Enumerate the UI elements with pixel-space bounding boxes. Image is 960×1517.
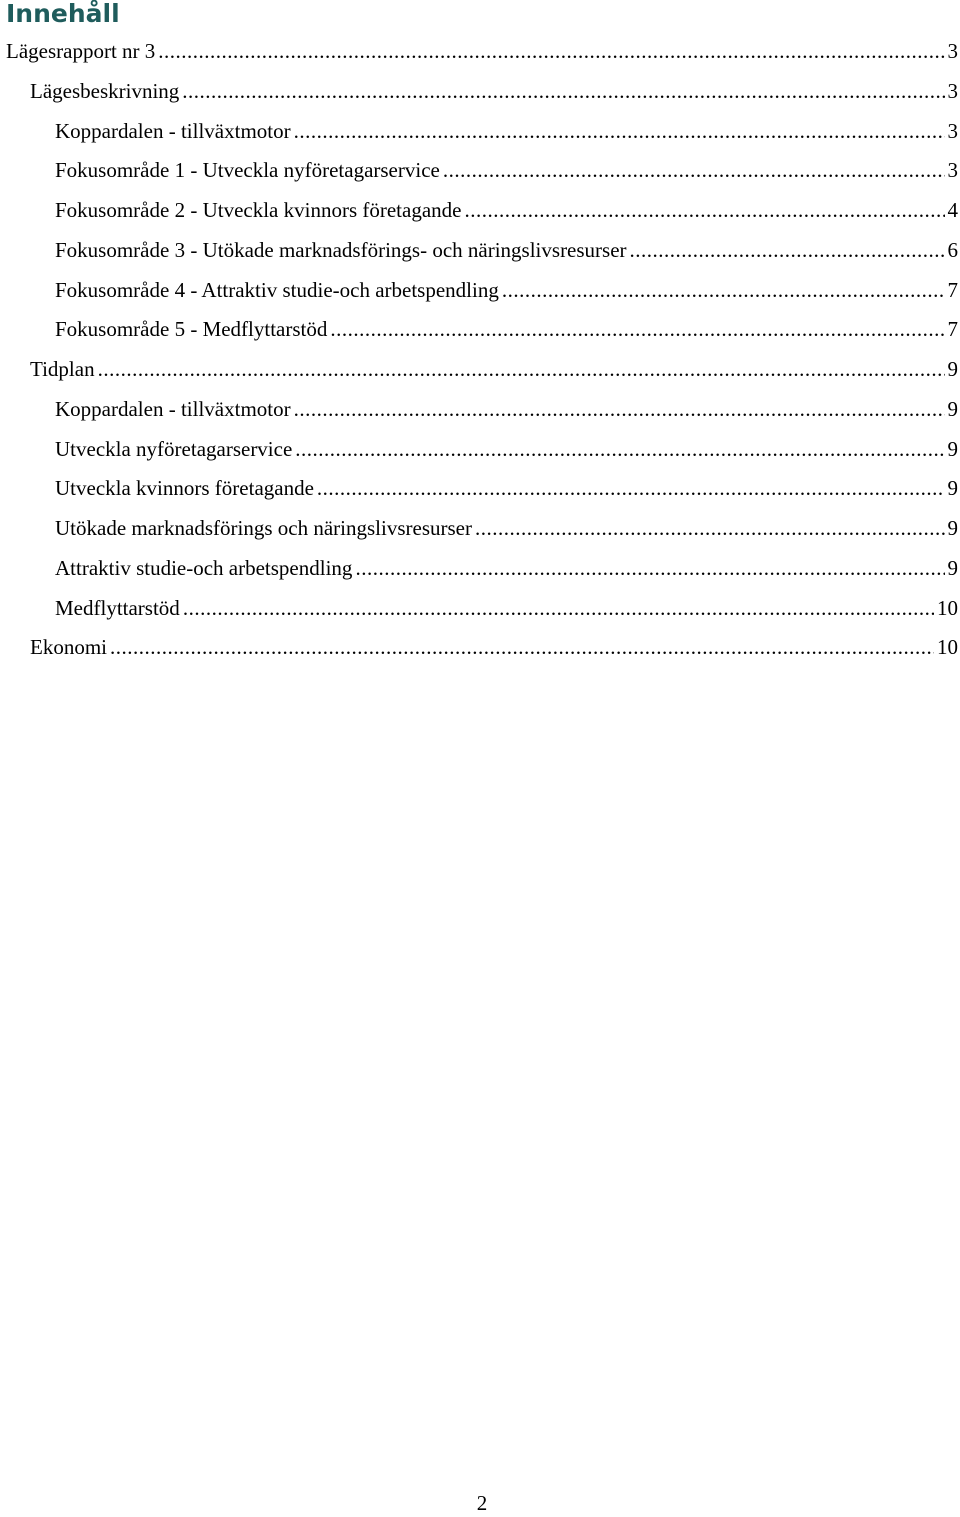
toc-entry-tidplan-medflyttarstod[interactable]	[0, 589, 960, 629]
page-number: 2	[476, 1491, 488, 1515]
toc-entry-page: 10	[937, 635, 958, 660]
toc-entry-label: Koppardalen - tillväxtmotor	[55, 396, 291, 421]
toc-leader-dots	[464, 191, 944, 231]
toc-entry-page: 9	[947, 516, 958, 540]
toc-entry-label: Utökade marknadsförings och näringslivsresurser	[55, 516, 472, 540]
toc-entry-lagesbeskrivning[interactable]	[0, 72, 960, 112]
toc-entry-page: 7	[947, 317, 958, 342]
toc-entry-label: Fokusområde 1 - Utveckla nyföretagarservice	[55, 158, 440, 183]
toc-entry-label: Lägesrapport nr 3	[6, 39, 156, 63]
toc-entry-tidplan-koppardalen[interactable]	[0, 390, 960, 430]
toc-entry-label: Fokusområde 2 - Utveckla kvinnors företagande	[55, 198, 462, 222]
toc-entry-page: 9	[947, 555, 958, 580]
toc-entry-lagesrapport[interactable]	[0, 32, 960, 72]
toc-leader-dots	[110, 628, 934, 668]
toc-leader-dots	[294, 390, 945, 430]
toc-leader-dots	[294, 112, 945, 152]
toc-entry-label: Utveckla nyföretagarservice	[55, 436, 293, 461]
toc-entry-page: 3	[947, 78, 958, 103]
toc-entry-page: 9	[947, 476, 958, 501]
toc-entry-koppardalen[interactable]	[0, 112, 960, 152]
toc-entry-label: Fokusområde 5 - Medflyttarstöd	[55, 317, 328, 342]
toc-entry-label: Tidplan	[30, 357, 95, 381]
toc-entry-page: 4	[947, 198, 958, 222]
table-of-contents	[0, 32, 960, 668]
toc-entry-label: Ekonomi	[30, 635, 107, 660]
toc-leader-dots	[158, 32, 944, 72]
toc-leader-dots	[443, 151, 945, 191]
toc-entry-label: Lägesbeskrivning	[30, 78, 180, 103]
toc-entry-fokusomrade-2[interactable]	[0, 191, 960, 231]
toc-entry-page: 9	[947, 436, 958, 461]
toc-leader-dots	[317, 469, 945, 509]
toc-entry-tidplan[interactable]	[0, 350, 960, 390]
toc-leader-dots	[355, 549, 944, 589]
toc-entry-label: Utveckla kvinnors företagande	[55, 476, 314, 501]
toc-entry-label: Koppardalen - tillväxtmotor	[55, 118, 291, 143]
toc-leader-dots	[330, 310, 944, 350]
toc-leader-dots	[183, 589, 934, 629]
toc-entry-tidplan-pendling[interactable]	[0, 549, 960, 589]
toc-entry-label: Fokusområde 4 - Attraktiv studie-och arbetspendling	[55, 277, 499, 302]
toc-entry-label: Attraktiv studie-och arbetspendling	[55, 555, 353, 580]
toc-entry-page: 3	[947, 39, 958, 63]
toc-heading: Innehåll	[6, 0, 120, 28]
toc-entry-page: 9	[947, 357, 958, 381]
toc-entry-fokusomrade-3[interactable]	[0, 231, 960, 271]
toc-entry-page: 9	[947, 396, 958, 421]
toc-entry-page: 6	[947, 237, 958, 262]
toc-entry-tidplan-kvinnors-foretagande[interactable]	[0, 469, 960, 509]
toc-leader-dots	[475, 509, 945, 549]
toc-entry-tidplan-marknadsforing[interactable]	[0, 509, 960, 549]
toc-entry-ekonomi[interactable]	[0, 628, 960, 668]
toc-entry-page: 7	[947, 277, 958, 302]
toc-entry-label: Fokusområde 3 - Utökade marknadsförings- och näringslivsresurser	[55, 237, 627, 262]
toc-leader-dots	[630, 231, 945, 271]
toc-entry-label: Medflyttarstöd	[55, 595, 180, 620]
toc-entry-fokusomrade-4[interactable]	[0, 271, 960, 311]
toc-entry-tidplan-nyforetagarservice[interactable]	[0, 430, 960, 470]
toc-leader-dots	[502, 271, 945, 311]
toc-entry-page: 3	[947, 118, 958, 143]
toc-leader-dots	[98, 350, 945, 390]
toc-entry-fokusomrade-1[interactable]	[0, 151, 960, 191]
toc-entry-page: 3	[947, 158, 958, 183]
toc-leader-dots	[182, 72, 944, 112]
toc-leader-dots	[295, 430, 944, 470]
toc-entry-page: 10	[937, 595, 958, 620]
toc-entry-fokusomrade-5[interactable]	[0, 310, 960, 350]
